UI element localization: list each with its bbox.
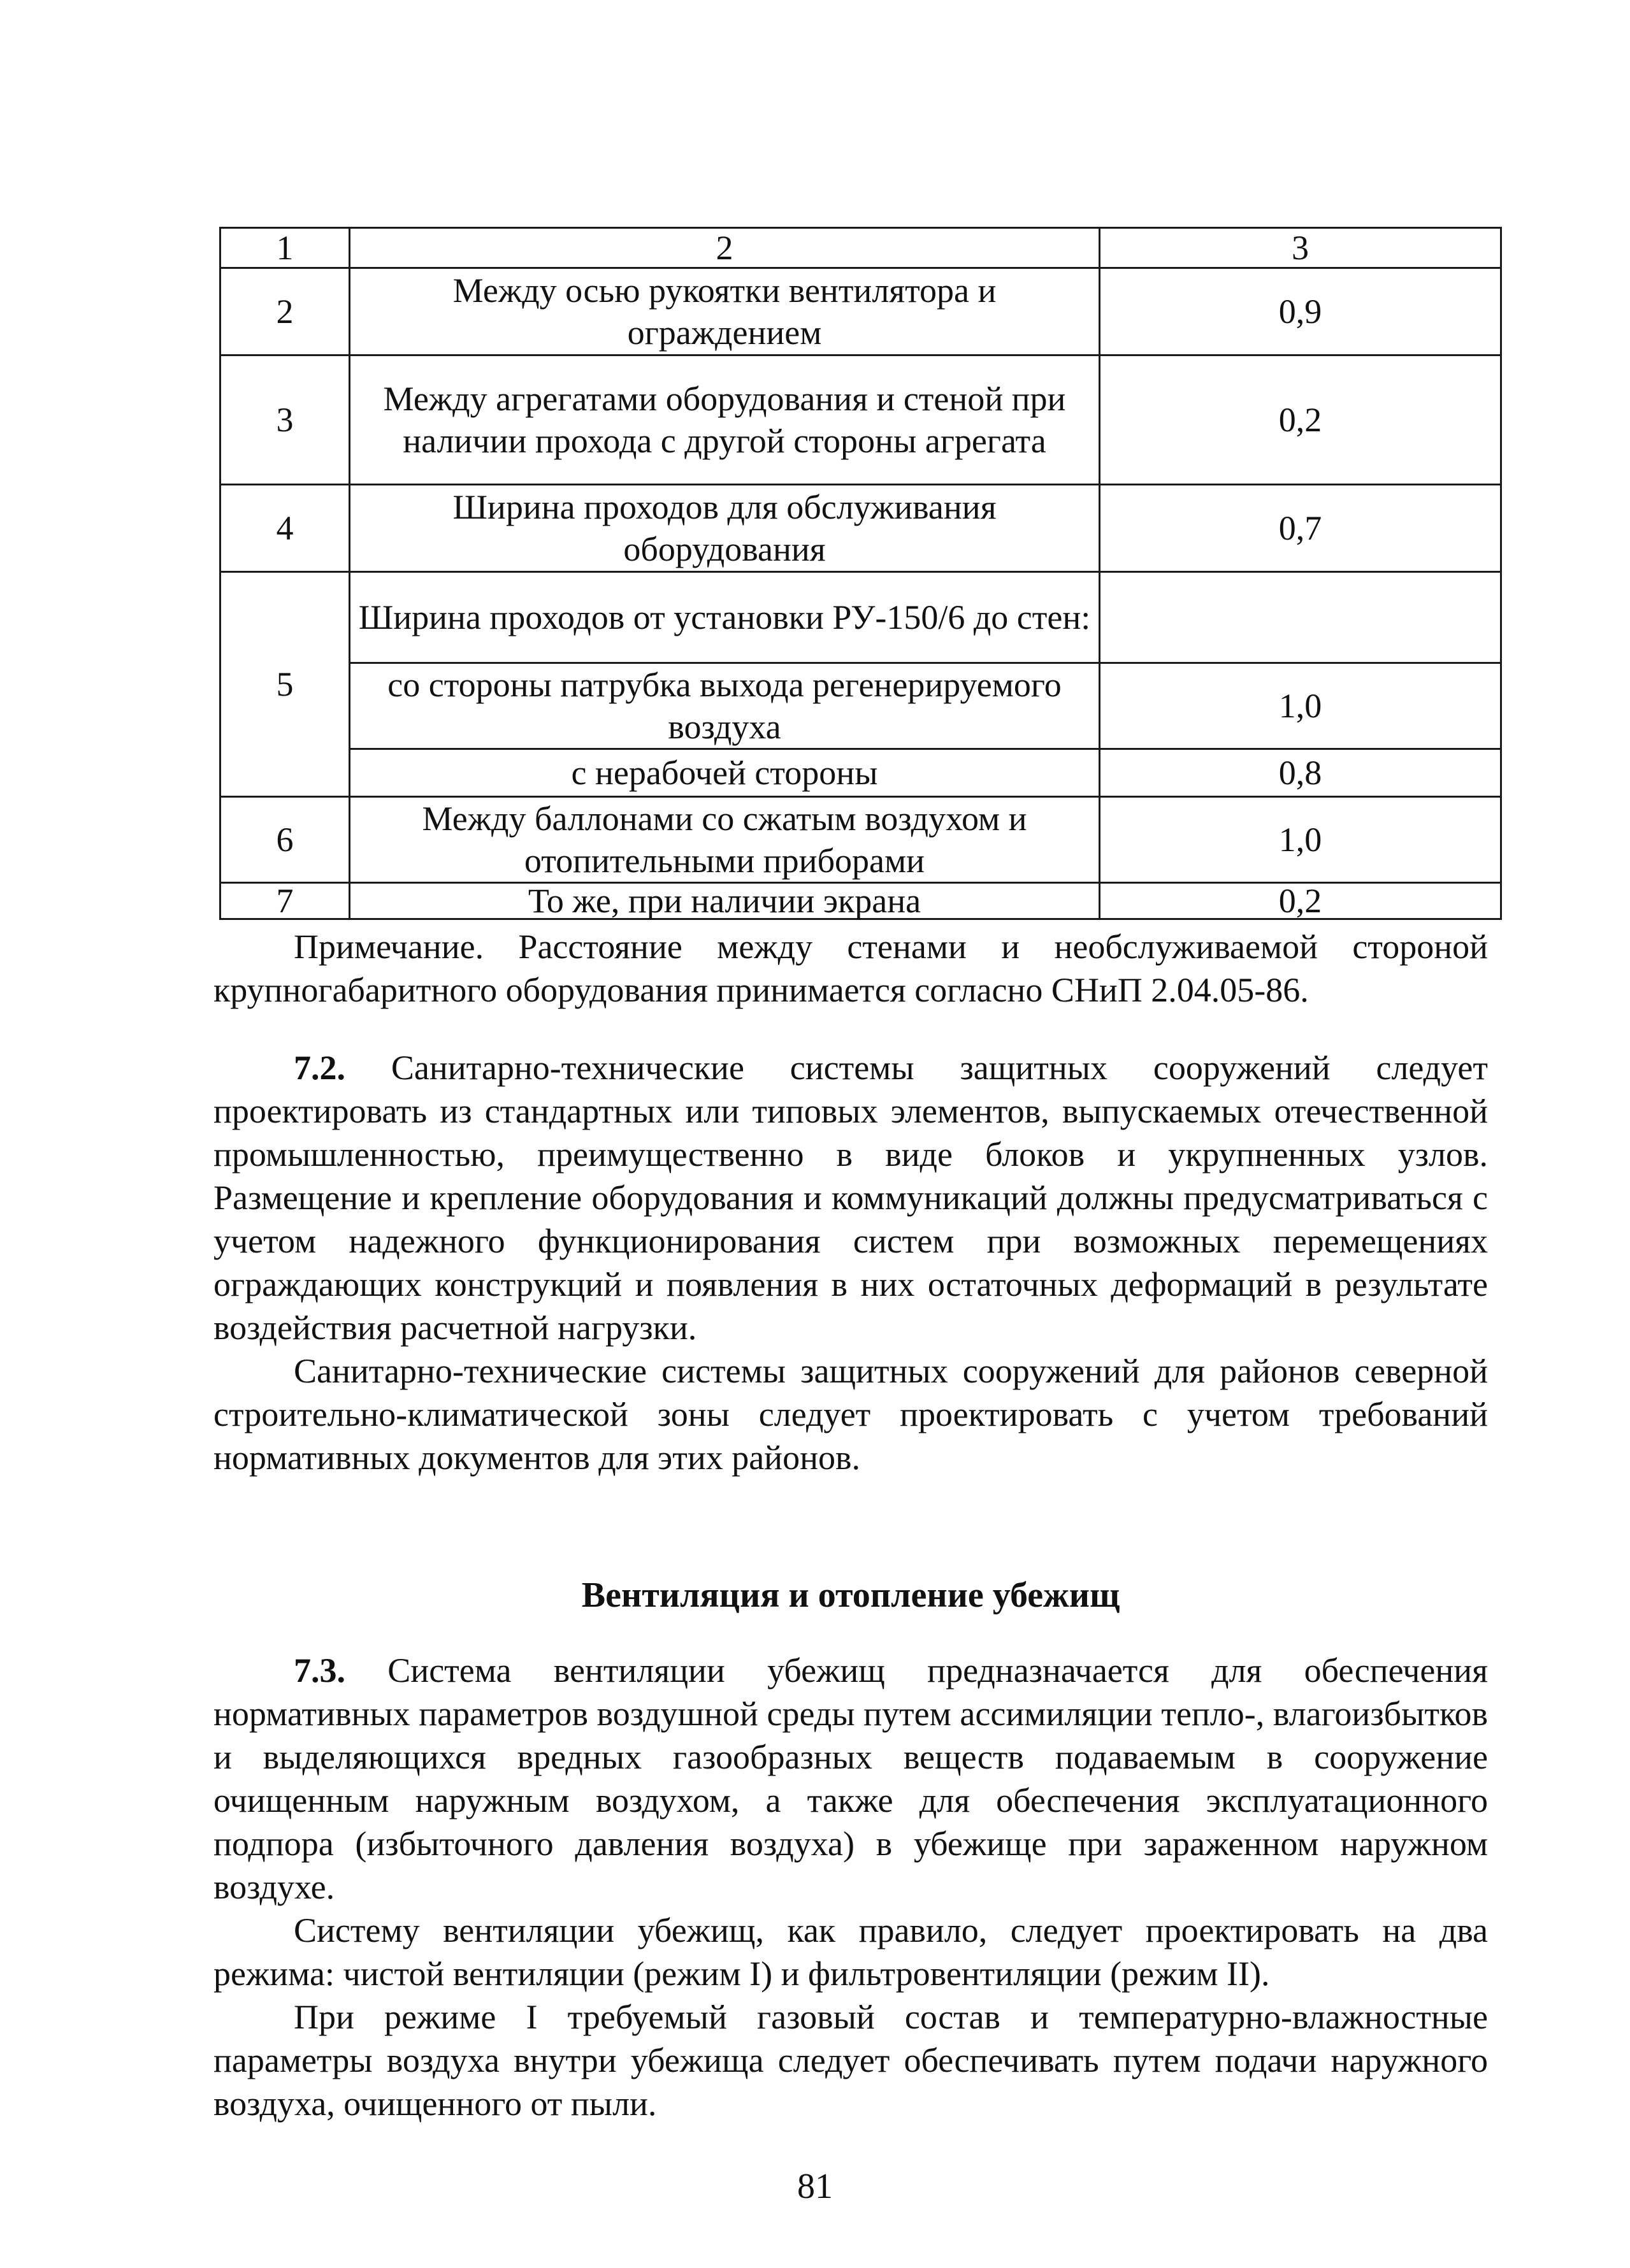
row-description: То же, при наличии экрана [350, 883, 1100, 919]
row-value: 0,9 [1100, 268, 1501, 355]
row-number: 3 [220, 355, 350, 485]
row-number: 2 [220, 268, 350, 355]
row-value: 1,0 [1100, 663, 1501, 749]
page-number: 81 [797, 2167, 833, 2206]
table-row [220, 572, 1501, 663]
row-description: Между баллонами со сжатым воздухом и отопительными приборами [350, 797, 1100, 883]
row-number: 6 [220, 797, 350, 883]
row-description: со стороны патрубка выхода регенерируемого воздуха [350, 663, 1100, 749]
row-number: 7 [220, 883, 350, 919]
row-value: 0,8 [1100, 749, 1501, 797]
table-row [220, 663, 1501, 749]
row-value: 1,0 [1100, 797, 1501, 883]
table-row [220, 749, 1501, 797]
section-7-2-paragraph-1 [213, 1046, 1488, 1349]
section-7-3 [213, 1649, 1488, 2125]
row-description: с нерабочей стороны [350, 749, 1100, 797]
section-7-2-paragraph-2: Санитарно-технические системы защитных сооружений для районов северной строительно-климатической зоны следует проектировать с учетом требований нормативных документов для этих районов. [213, 1352, 1488, 1477]
section-heading: Вентиляция и отопление убежищ [581, 1575, 1120, 1615]
section-7-3-paragraph-2: Систему вентиляции убежищ, как правило, следует проектировать на два режима: чистой вентиляции (режим I) и фильтровентиляции (режим II). [213, 1911, 1488, 1993]
section-7-3-number: 7.3. [294, 1651, 345, 1690]
row-value: 0,2 [1100, 355, 1501, 485]
row-description: Между агрегатами оборудования и стеной при наличии прохода с другой стороны агрегата [350, 355, 1100, 485]
header-cell: 3 [1100, 228, 1501, 268]
table-row [220, 268, 1501, 355]
header-cell: 1 [220, 228, 350, 268]
header-cell: 2 [350, 228, 1100, 268]
table-header-row [220, 228, 1501, 268]
section-7-3-paragraph-3: При режиме I требуемый газовый состав и температурно-влажностные параметры воздуха внутри убежища следует обеспечивать путем подачи наружного воздуха, очищенного от пыли. [213, 1998, 1488, 2123]
table-row [220, 883, 1501, 919]
row-value [1100, 572, 1501, 663]
row-description: Между осью рукоятки вентилятора и ограждением [350, 268, 1100, 355]
row-value: 0,2 [1100, 883, 1501, 919]
section-7-3-paragraph-1 [213, 1649, 1488, 1909]
section-7-2-number: 7.2. [294, 1049, 345, 1087]
section-7-3-text-1: Система вентиляции убежищ предназначается для обеспечения нормативных параметров воздушной среды путем ассимиляции тепло-, влагоизбытков и выделяющихся вредных газообразных веществ подаваемым в сооружение очищенным наружным воздухом, а также для обеспечения эксплуатационного подпора (избыточного давления воздуха) в убежище при зараженном наружном воздухе. [213, 1651, 1488, 1906]
table-note [213, 925, 1488, 1012]
table-row [220, 355, 1501, 485]
distances-table [219, 227, 1502, 920]
row-number: 4 [220, 485, 350, 572]
row-description: Ширина проходов для обслуживания оборудования [350, 485, 1100, 572]
row-description: Ширина проходов от установки РУ-150/6 до стен: [350, 572, 1100, 663]
table-row [220, 797, 1501, 883]
section-7-2-text-1: Санитарно-технические системы защитных сооружений следует проектировать из стандартных или типовых элементов, выпускаемых отечественной промышленностью, преимущественно в виде блоков и укрупненных узлов. Размещение и крепление оборудования и коммуникаций должны предусматриваться с учетом надежного функционирования систем при возможных перемещениях ограждающих конструкций и появления в них остаточных деформаций в результате воздействия расчетной нагрузки. [213, 1049, 1489, 1347]
row-number: 5 [220, 572, 350, 797]
note-text: Примечание. Расстояние между стенами и необслуживаемой стороной крупногабаритного оборудования принимается согласно СНиП 2.04.05-86. [213, 928, 1488, 1009]
row-value: 0,7 [1100, 485, 1501, 572]
section-7-2 [213, 1046, 1488, 1479]
table-row [220, 485, 1501, 572]
